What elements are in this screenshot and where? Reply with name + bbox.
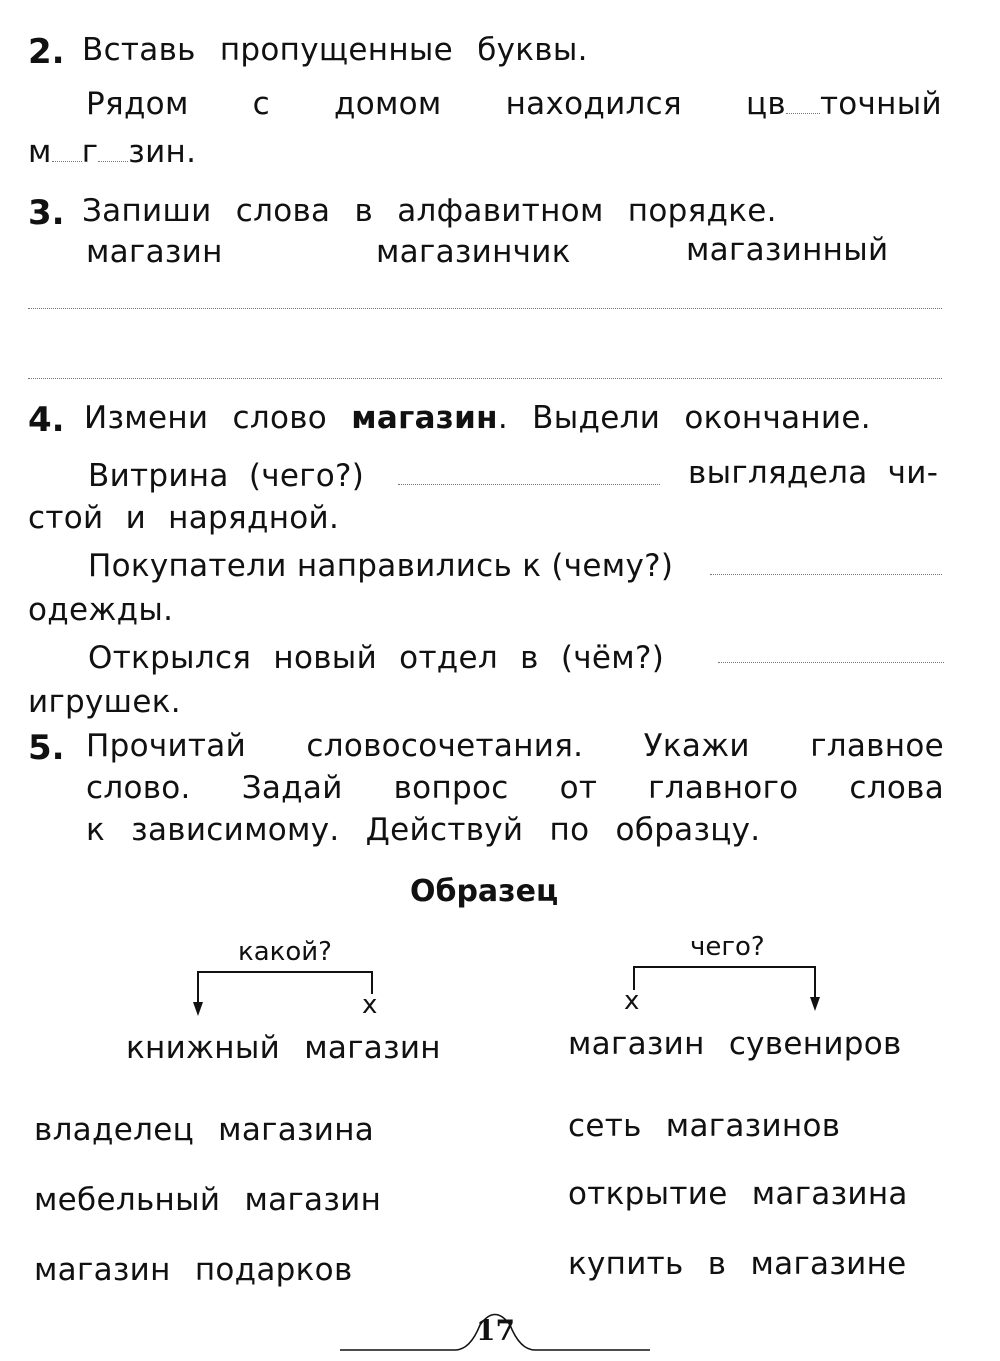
- page-number: 17: [476, 1314, 515, 1347]
- phrase-item: сеть магазинов: [568, 1108, 841, 1144]
- phrase-item: магазин подарков: [34, 1252, 353, 1288]
- task2-number: 2.: [28, 32, 65, 72]
- task4-s1-cont: стой и нарядной.: [28, 500, 340, 536]
- right-arrowhead: [810, 997, 820, 1011]
- word: словосочетания.: [306, 728, 584, 764]
- word: Рядом: [86, 86, 189, 122]
- task4-s3-cont: игрушек.: [28, 684, 181, 720]
- highlighted-word: магазин: [351, 400, 498, 436]
- word: Прочитай: [86, 728, 247, 764]
- sample-left-question: какой?: [238, 937, 332, 967]
- task4-s2-cont: одежды.: [28, 592, 174, 628]
- word: с: [252, 86, 270, 122]
- left-arrowhead: [193, 1002, 203, 1016]
- task3-word: магазин: [86, 234, 223, 270]
- sample-right-mark: x: [624, 986, 640, 1016]
- word: домом: [333, 86, 442, 122]
- task4-s2-start: Покупатели направились к (чему?): [88, 548, 674, 584]
- word: главное: [810, 728, 944, 764]
- task4-instruction: Измени слово магазин. Выдели окончание.: [84, 400, 871, 436]
- task4-s3-start: Открылся новый отдел в (чём?): [88, 640, 665, 676]
- task4-s1-start: Витрина (чего?): [88, 458, 365, 494]
- phrase-item: владелец магазина: [34, 1112, 375, 1148]
- word: слово.: [86, 770, 191, 806]
- word: от: [559, 770, 598, 806]
- task5-number: 5.: [28, 728, 65, 768]
- phrase-item: открытие магазина: [568, 1176, 908, 1212]
- left-bracket: [198, 972, 372, 1005]
- task3-instruction: Запиши слова в алфавитном порядке.: [82, 193, 777, 229]
- word-with-gap: цв точный: [745, 86, 942, 122]
- task3-word: магазинный: [686, 232, 889, 268]
- word: находился: [505, 86, 682, 122]
- sample-left-phrase: книжный магазин: [126, 1030, 441, 1066]
- sample-left-mark: x: [362, 990, 378, 1020]
- right-bracket: [634, 967, 815, 1000]
- task5-line3: к зависимому. Действуй по образцу.: [86, 812, 761, 848]
- word: Укажи: [643, 728, 750, 764]
- word: вопрос: [393, 770, 509, 806]
- word: главного: [648, 770, 799, 806]
- task4-s1-end: выглядела чи-: [688, 455, 939, 491]
- task3-number: 3.: [28, 193, 65, 233]
- task3-word: магазинчик: [376, 234, 571, 270]
- word: слова: [849, 770, 944, 806]
- sample-title: Образец: [410, 874, 559, 909]
- phrase-item: мебельный магазин: [34, 1182, 382, 1218]
- phrase-item: купить в магазине: [568, 1246, 907, 1282]
- task2-sentence-line2: м г зин.: [28, 134, 197, 170]
- task2-instruction: Вставь пропущенные буквы.: [82, 32, 588, 68]
- sample-right-question: чего?: [690, 932, 765, 962]
- task4-number: 4.: [28, 400, 65, 440]
- sample-right-phrase: магазин сувениров: [568, 1026, 902, 1062]
- word: Задай: [241, 770, 343, 806]
